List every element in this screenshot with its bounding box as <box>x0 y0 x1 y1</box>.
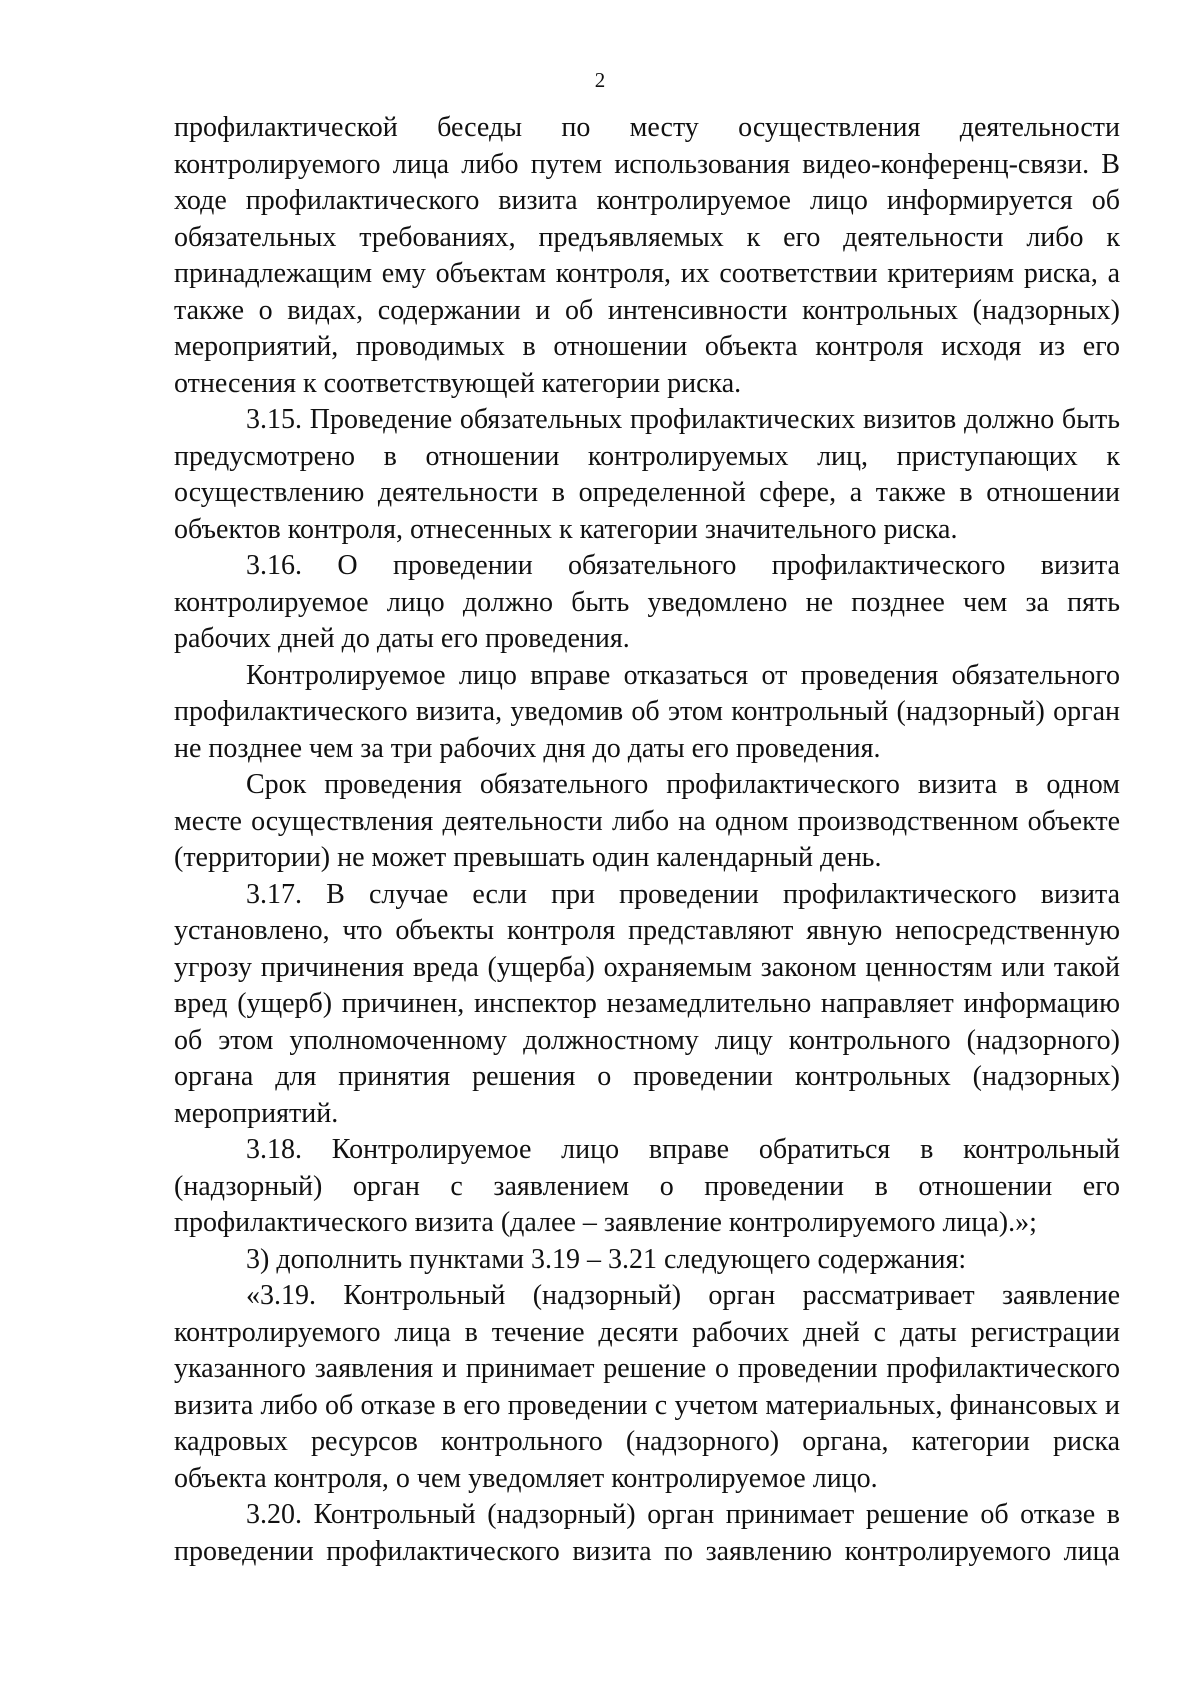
paragraph-3-15: 3.15. Проведение обязательных профилактических визитов должно быть предусмотрено в отношении контролируемых лиц, приступающих к осуществлению деятельности в определенной сфере, а также в отношении объектов контроля, отнесенных к категории значительного риска. <box>174 404 1120 545</box>
paragraph-refusal-right: Контролируемое лицо вправе отказаться от проведения обязательного профилактического визита, уведомив об этом контрольный (надзорный) орган не позднее чем за три рабочих дня до даты его проведения. <box>174 659 1120 764</box>
paragraph-3-19: «3.19. Контрольный (надзорный) орган рассматривает заявление контролируемого лица в течение десяти рабочих дней с даты регистрации указанного заявления и принимает решение о проведении профилактического визита либо об отказе в его проведении с учетом материальных, финансовых и кадровых ресурсов контрольного (надзорного) органа, категории риска объекта контроля, о чем уведомляет контролируемое лицо. <box>174 1280 1120 1494</box>
page-number: 2 <box>594 68 606 92</box>
paragraph-3-20: 3.20. Контрольный (надзорный) орган принимает решение об отказе в проведении профилактического визита по заявлению контролируемого лица <box>174 1499 1120 1567</box>
document-body <box>174 110 1120 1570</box>
paragraph-continuation: профилактической беседы по месту осуществления деятельности контролируемого лица либо путем использования видео-конференц-связи. В ходе профилактического визита контролируемое лицо информируется об обязательных требованиях, предъявляемых к его деятельности либо к принадлежащим ему объектам контроля, их соответствии критериям риска, а также о видах, содержании и об интенсивности контрольных (надзорных) мероприятий, проводимых в отношении объекта контроля исходя из его отнесения к соответствующей категории риска. <box>174 112 1120 399</box>
paragraph-3-16: 3.16. О проведении обязательного профилактического визита контролируемое лицо должно быть уведомлено не позднее чем за пять рабочих дней до даты его проведения. <box>174 550 1120 654</box>
paragraph-visit-duration: Срок проведения обязательного профилактического визита в одном месте осуществления деятельности либо на одном производственном объекте (территории) не может превышать один календарный день. <box>174 769 1120 873</box>
paragraph-3-18: 3.18. Контролируемое лицо вправе обратиться в контрольный (надзорный) орган с заявлением о проведении в отношении его профилактического визита (далее – заявление контролируемого лица).»; <box>174 1134 1120 1238</box>
paragraph-3-17: 3.17. В случае если при проведении профилактического визита установлено, что объекты контроля представляют явную непосредственную угрозу причинения вреда (ущерба) охраняемым законом ценностям или такой вред (ущерб) причинен, инспектор незамедлительно направляет информацию об этом уполномоченному должностному лицу контрольного (надзорного) органа для принятия решения о проведении контрольных (надзорных) мероприятий. <box>174 878 1120 1129</box>
paragraph-amendment-3: 3) дополнить пунктами 3.19 – 3.21 следующего содержания: <box>246 1243 967 1275</box>
